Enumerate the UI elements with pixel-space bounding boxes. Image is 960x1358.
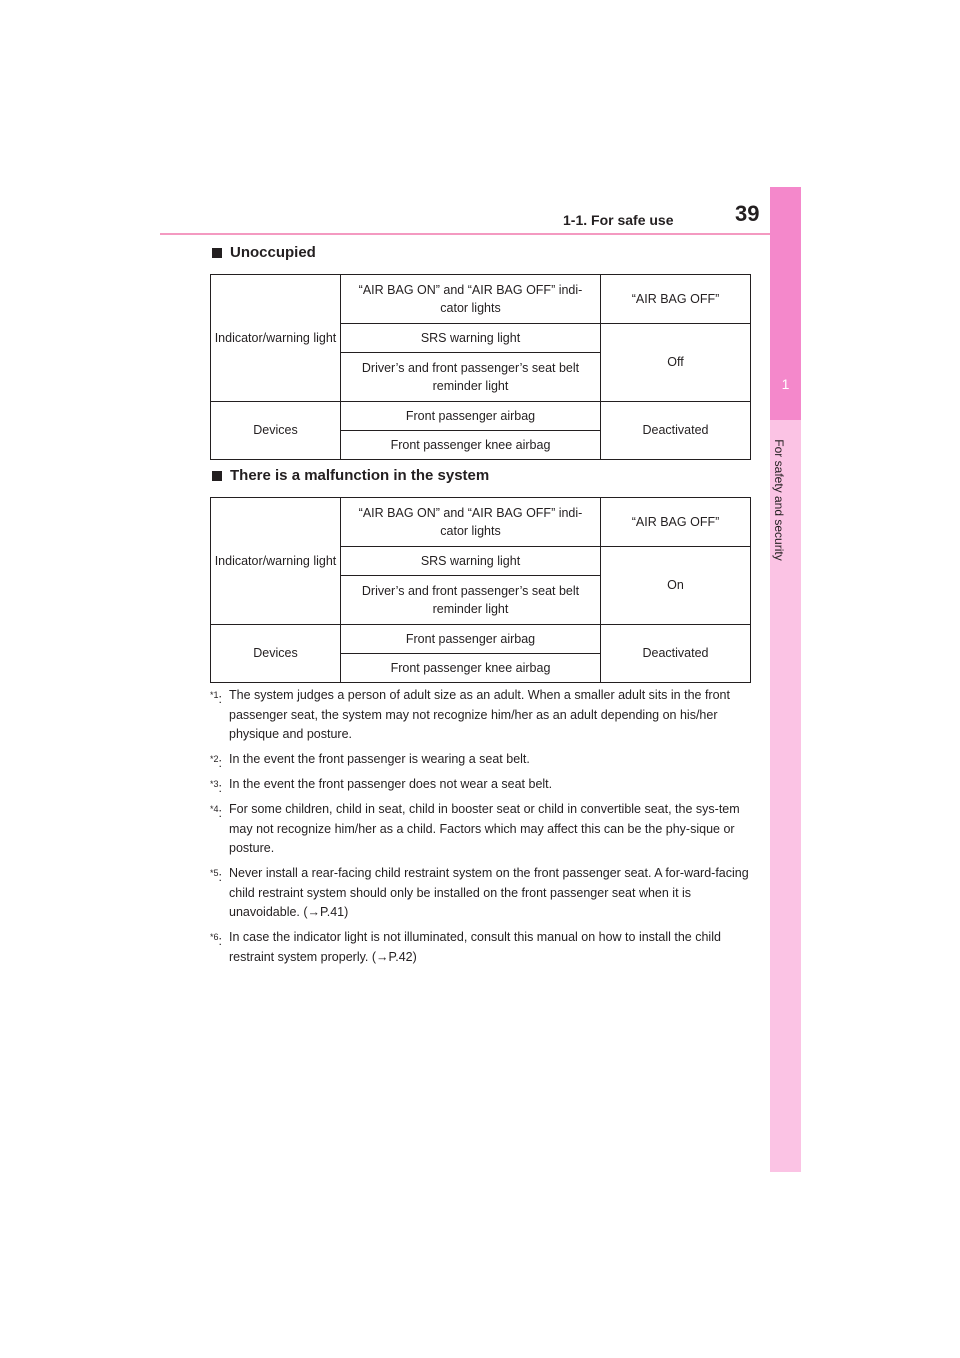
chapter-title: For safety and security: [772, 439, 786, 561]
front-airbag-cell: Front passenger airbag: [341, 625, 601, 654]
section-heading-unoccupied: [212, 244, 316, 261]
table-row: [211, 625, 751, 654]
indicator-lights-cell: “AIR BAG ON” and “AIR BAG OFF” indi-cator lights: [341, 498, 601, 547]
devices-value: Deactivated: [601, 625, 751, 683]
warning-value: On: [601, 547, 751, 625]
seat-belt-reminder-cell: Driver’s and front passenger’s seat belt reminder light: [341, 576, 601, 625]
row-label-indicator: Indicator/warning light: [211, 275, 341, 402]
indicator-lights-cell: “AIR BAG ON” and “AIR BAG OFF” indi-cator lights: [341, 275, 601, 324]
front-airbag-cell: Front passenger airbag: [341, 402, 601, 431]
knee-airbag-cell: Front passenger knee airbag: [341, 654, 601, 683]
table-row: [211, 275, 751, 324]
footnote-text: For some children, child in seat, child in booster seat or child in convertible seat, the sys-tem may not recognize him/her as a child. Factors which may affect this can be the phy-sique or posture.: [229, 802, 740, 855]
row-label-devices: Devices: [211, 402, 341, 460]
footnote-text: The system judges a person of adult size as an adult. When a smaller adult sits in the front passenger seat, the system may not recognize him/her as an adult depending on his/her physique and posture.: [229, 688, 730, 741]
footnote: [210, 775, 755, 795]
airbag-status-table-malfunction: [210, 497, 751, 683]
footnote: [210, 750, 755, 770]
section-heading-text: There is a malfunction in the system: [230, 467, 490, 484]
seat-belt-reminder-cell: Driver’s and front passenger’s seat belt reminder light: [341, 353, 601, 402]
footnote-text: In the event the front passenger is wearing a seat belt.: [229, 752, 530, 766]
table-row: [211, 498, 751, 547]
indicator-lights-value: “AIR BAG OFF”: [601, 498, 751, 547]
row-label-indicator: Indicator/warning light: [211, 498, 341, 625]
section-title: 1-1. For safe use: [563, 212, 674, 228]
section-heading-malfunction: [212, 467, 489, 484]
footnote-marker: $^{*6}$:: [210, 932, 223, 948]
section-heading-text: Unoccupied: [230, 244, 316, 261]
footnote-marker: $^{*5}$:: [210, 868, 223, 884]
square-bullet-icon: [212, 471, 222, 481]
row-label-devices: Devices: [211, 625, 341, 683]
footnote: [210, 800, 755, 859]
footnote-text: Never install a rear-facing child restraint system on the front passenger seat. A for-ward-facing child restraint system should only be installed on the front passenger seat when it is unavoidable. (→P.41): [229, 866, 749, 919]
footnote-marker: $^{*4}$:: [210, 804, 223, 820]
indicator-lights-value: “AIR BAG OFF”: [601, 275, 751, 324]
chapter-number: 1: [781, 376, 790, 392]
footnote: [210, 928, 755, 967]
header-divider: [160, 233, 770, 235]
footnote-text: In case the indicator light is not illuminated, consult this manual on how to install the child restraint system properly. (→P.42): [229, 930, 721, 964]
footnote-text: In the event the front passenger does not wear a seat belt.: [229, 777, 553, 791]
footnote: [210, 686, 755, 745]
warning-value: Off: [601, 324, 751, 402]
srs-warning-cell: SRS warning light: [341, 547, 601, 576]
airbag-status-table-unoccupied: [210, 274, 751, 460]
footnote: [210, 864, 755, 923]
footnote-marker: $^{*1}$:: [210, 690, 223, 706]
table-row: [211, 402, 751, 431]
page-number: 39: [735, 201, 760, 226]
footnotes: [210, 686, 755, 973]
footnote-marker: $^{*2}$:: [210, 754, 223, 770]
square-bullet-icon: [212, 248, 222, 258]
srs-warning-cell: SRS warning light: [341, 324, 601, 353]
devices-value: Deactivated: [601, 402, 751, 460]
knee-airbag-cell: Front passenger knee airbag: [341, 431, 601, 460]
footnote-marker: $^{*3}$:: [210, 779, 223, 795]
